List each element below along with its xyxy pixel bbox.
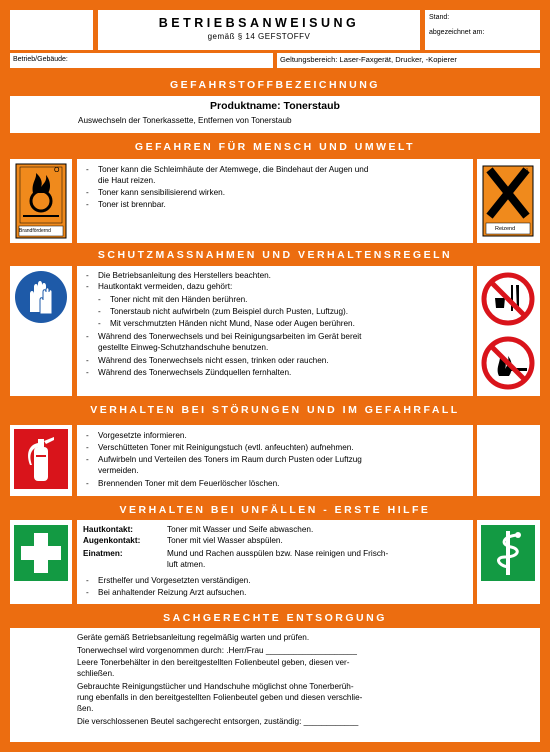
prohibition-pictogram-cell: [477, 266, 540, 396]
entsorgung-line: Geräte gemäß Betriebsanleitung regelmäßig warten und prüfen.: [77, 633, 310, 642]
product-name: Produktname: Tonerstaub: [210, 100, 340, 112]
no-open-flame-icon: [481, 336, 535, 390]
first-aid-pictogram-cell: [10, 520, 72, 604]
heading-gefahren: GEFAHREN FÜR MENSCH UND UMWELT: [134, 141, 416, 153]
logo-box: [10, 10, 93, 50]
heading-entsorgung: SACHGERECHTE ENTSORGUNG: [163, 612, 387, 624]
gefahren-item: - Toner kann die Schleimhäute der Atemwege, die Bindehaut der Augen und: [86, 165, 369, 174]
left-pictogram-label: Brandfördernd: [19, 228, 51, 234]
fire-extinguisher-icon: [14, 429, 68, 489]
erste-hilfe-text-cell: [77, 520, 473, 604]
aesculapius-staff-icon: [481, 525, 535, 581]
product-description: Auswechseln der Tonerkassette, Entfernen von Tonerstaub: [78, 116, 292, 125]
product-box: [10, 96, 540, 133]
left-pictogram-letter: O: [54, 167, 60, 174]
stoerung-item: - Verschütteten Toner mit Reinigungstuch (evtl. anfeuchten) aufnehmen.: [86, 443, 354, 452]
gefahren-item: - Toner kann sensibilisierend wirken.: [86, 188, 225, 197]
document-subtitle: gemäß § 14 GEFSTOFFV: [207, 32, 311, 41]
augen-label: Augenkontakt:: [83, 536, 141, 545]
no-eating-drinking-icon: [481, 272, 535, 326]
heading-gefahrstoff: GEFAHRSTOFFBEZEICHNUNG: [170, 79, 380, 91]
entsorgung-line: Leere Tonerbehälter in den bereitgestellten Folienbeutel geben, diesen ver-: [77, 658, 350, 667]
gefahren-item: die Haut reizen.: [98, 175, 156, 185]
heading-schutzmassnahmen: SCHUTZMASSNAHMEN UND VERHALTENSREGELN: [97, 249, 453, 261]
right-pictogram-label: Reizend: [495, 226, 516, 232]
stand-label: Stand:: [429, 14, 450, 21]
haut-label: Hautkontakt:: [83, 525, 134, 534]
heading-erste-hilfe: VERHALTEN BEI UNFÄLLEN - ERSTE HILFE: [119, 504, 431, 516]
geltung-box: [277, 53, 540, 68]
entsorgung-line: Gebrauchte Reinigungstücher und Handschuhe möglichst ohne Tonerberüh-: [77, 682, 354, 691]
schutz-text-cell: [77, 266, 473, 396]
gefahren-text-cell: [77, 159, 473, 243]
schutz-item: - Während des Tonerwechsels nicht essen, trinken oder rauchen.: [86, 356, 329, 365]
schutz-item: - Während des Tonerwechsels Zündquellen fernhalten.: [86, 368, 292, 377]
schutz-subitem: - Toner nicht mit den Händen berühren.: [98, 295, 248, 304]
stoerung-item: - Brennenden Toner mit dem Feuerlöscher löschen.: [86, 479, 280, 488]
schutz-item: gestellte Einweg-Schutzhandschuhe benutzen.: [98, 343, 269, 352]
first-aid-cross-icon: [14, 525, 68, 581]
entsorgung-line: rung ebenfalls in den bereitgestellten Folienbeutel geben und diesen verschlie-: [77, 693, 363, 702]
medical-pictogram-cell: [477, 520, 540, 604]
stand-box: [425, 10, 540, 50]
erste-hilfe-item: - Ersthelfer und Vorgesetzten verständigen.: [86, 576, 251, 585]
left-pictogram-cell: [10, 159, 72, 243]
document-title: BETRIEBSANWEISUNG: [158, 16, 360, 30]
stoerung-item: - Aufwirbeln und Verteilen des Toners im Raum durch Pusten oder Luftzug: [86, 455, 362, 464]
betrieb-label: Betrieb/Gebäude:: [13, 56, 68, 63]
empty-right-cell: [477, 425, 540, 496]
schutz-subitem: - Tonerstaub nicht aufwirbeln (zum Beispiel durch Pusten, Luftzug).: [98, 307, 349, 316]
entsorgung-line: schließen.: [77, 669, 115, 678]
extinguisher-pictogram-cell: [10, 425, 72, 496]
atem-text: Mund und Rachen ausspülen bzw. Nase reinigen und Frisch-: [167, 549, 389, 558]
schutz-subitem: - Mit verschmutzten Händen nicht Mund, Nase oder Augen berühren.: [98, 319, 355, 328]
glove-pictogram-cell: [10, 266, 72, 396]
schutz-item: - Die Betriebsanleitung des Herstellers beachten.: [86, 271, 271, 280]
signed-label: abgezeichnet am:: [429, 29, 485, 36]
schutz-item: - Hautkontakt vermeiden, dazu gehört:: [86, 282, 233, 291]
haut-text: Toner mit Wasser und Seife abwaschen.: [167, 525, 314, 534]
erste-hilfe-item: - Bei anhaltender Reizung Arzt aufsuchen.: [86, 588, 247, 597]
right-pictogram-letter: Xi: [523, 169, 529, 175]
heading-stoerungen: VERHALTEN BEI STÖRUNGEN UND IM GEFAHRFALL: [90, 404, 460, 416]
wear-gloves-icon: [14, 270, 68, 324]
atem-label: Einatmen:: [83, 549, 123, 558]
atem-text: luft atmen.: [167, 560, 206, 569]
stoerung-item: - Vorgesetzte informieren.: [86, 431, 187, 440]
entsorgung-line: Tonerwechsel wird vorgenommen durch: .Herr/Frau ____________________: [77, 646, 357, 655]
entsorgung-line: Die verschlossenen Beutel sachgerecht entsorgen, zuständig: ____________: [77, 717, 359, 726]
gefahren-item: - Toner ist brennbar.: [86, 200, 166, 209]
betrieb-box: [10, 53, 273, 68]
right-pictogram-cell: [477, 159, 540, 243]
stoerung-item: vermeiden.: [98, 466, 139, 475]
title-box: [98, 10, 420, 50]
schutz-item: - Während des Tonerwechsels und bei Reinigungsarbeiten im Gerät bereit: [86, 332, 362, 341]
entsorgung-box: [10, 628, 540, 742]
augen-text: Toner mit viel Wasser abspülen.: [167, 536, 283, 545]
stoerung-text-cell: [77, 425, 473, 496]
geltung-label: Geltungsbereich: Laser-Faxgerät, Drucker, -Kopierer: [280, 55, 457, 64]
entsorgung-line: ßen.: [77, 704, 94, 713]
